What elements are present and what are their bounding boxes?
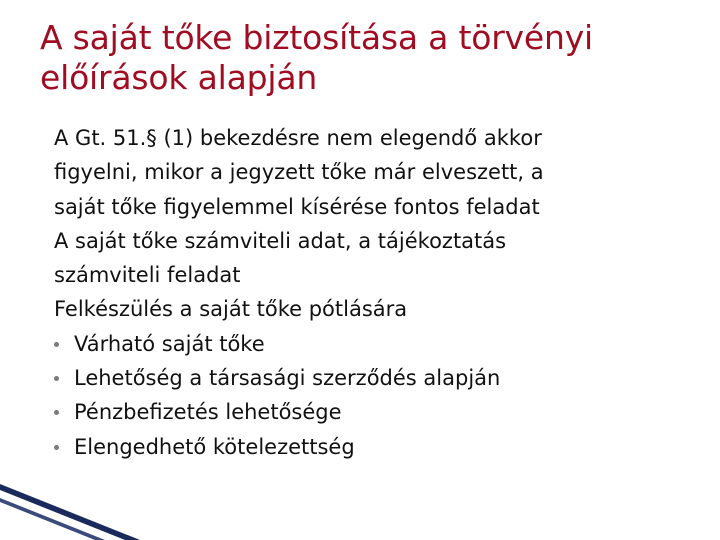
bullet-dot-icon <box>54 376 59 381</box>
corner-stripe-thin <box>0 498 105 540</box>
slide-title <box>40 18 700 98</box>
bullet-item <box>54 430 704 464</box>
bullet-text: Pénzbefizetés lehetősége <box>74 400 342 425</box>
bullet-text: Lehetőség a társasági szerződés alapján <box>74 366 501 391</box>
slide-title-line-1: A saját tőke biztosítása a törvényi <box>40 18 594 57</box>
bullet-dot-icon <box>54 410 59 415</box>
bullet-item <box>54 327 704 361</box>
body-line: saját tőke figyelemmel kísérése fontos feladat <box>54 194 540 219</box>
slide-title-line-2: előírások alapján <box>40 58 318 97</box>
body-line: számviteli feladat <box>54 263 241 288</box>
body-line: A Gt. 51.§ (1) bekezdésre nem elegendő akkor <box>54 126 542 150</box>
bullet-item <box>54 361 704 395</box>
body-line: Felkészülés a saját tőke pótlására <box>54 297 408 322</box>
bullet-dot-icon <box>54 342 59 347</box>
bullet-text: Várható saját tőke <box>74 331 265 356</box>
body-line: A saját tőke számviteli adat, a tájékoztatás <box>54 228 507 253</box>
corner-stripe <box>0 484 140 540</box>
corner-decoration <box>0 440 140 540</box>
bullet-item <box>54 395 704 429</box>
bullet-text: Elengedhető kötelezettség <box>74 434 355 459</box>
body-line: figyelni, mikor a jegyzett tőke már elveszett, a <box>54 160 544 185</box>
slide-body <box>54 121 704 464</box>
